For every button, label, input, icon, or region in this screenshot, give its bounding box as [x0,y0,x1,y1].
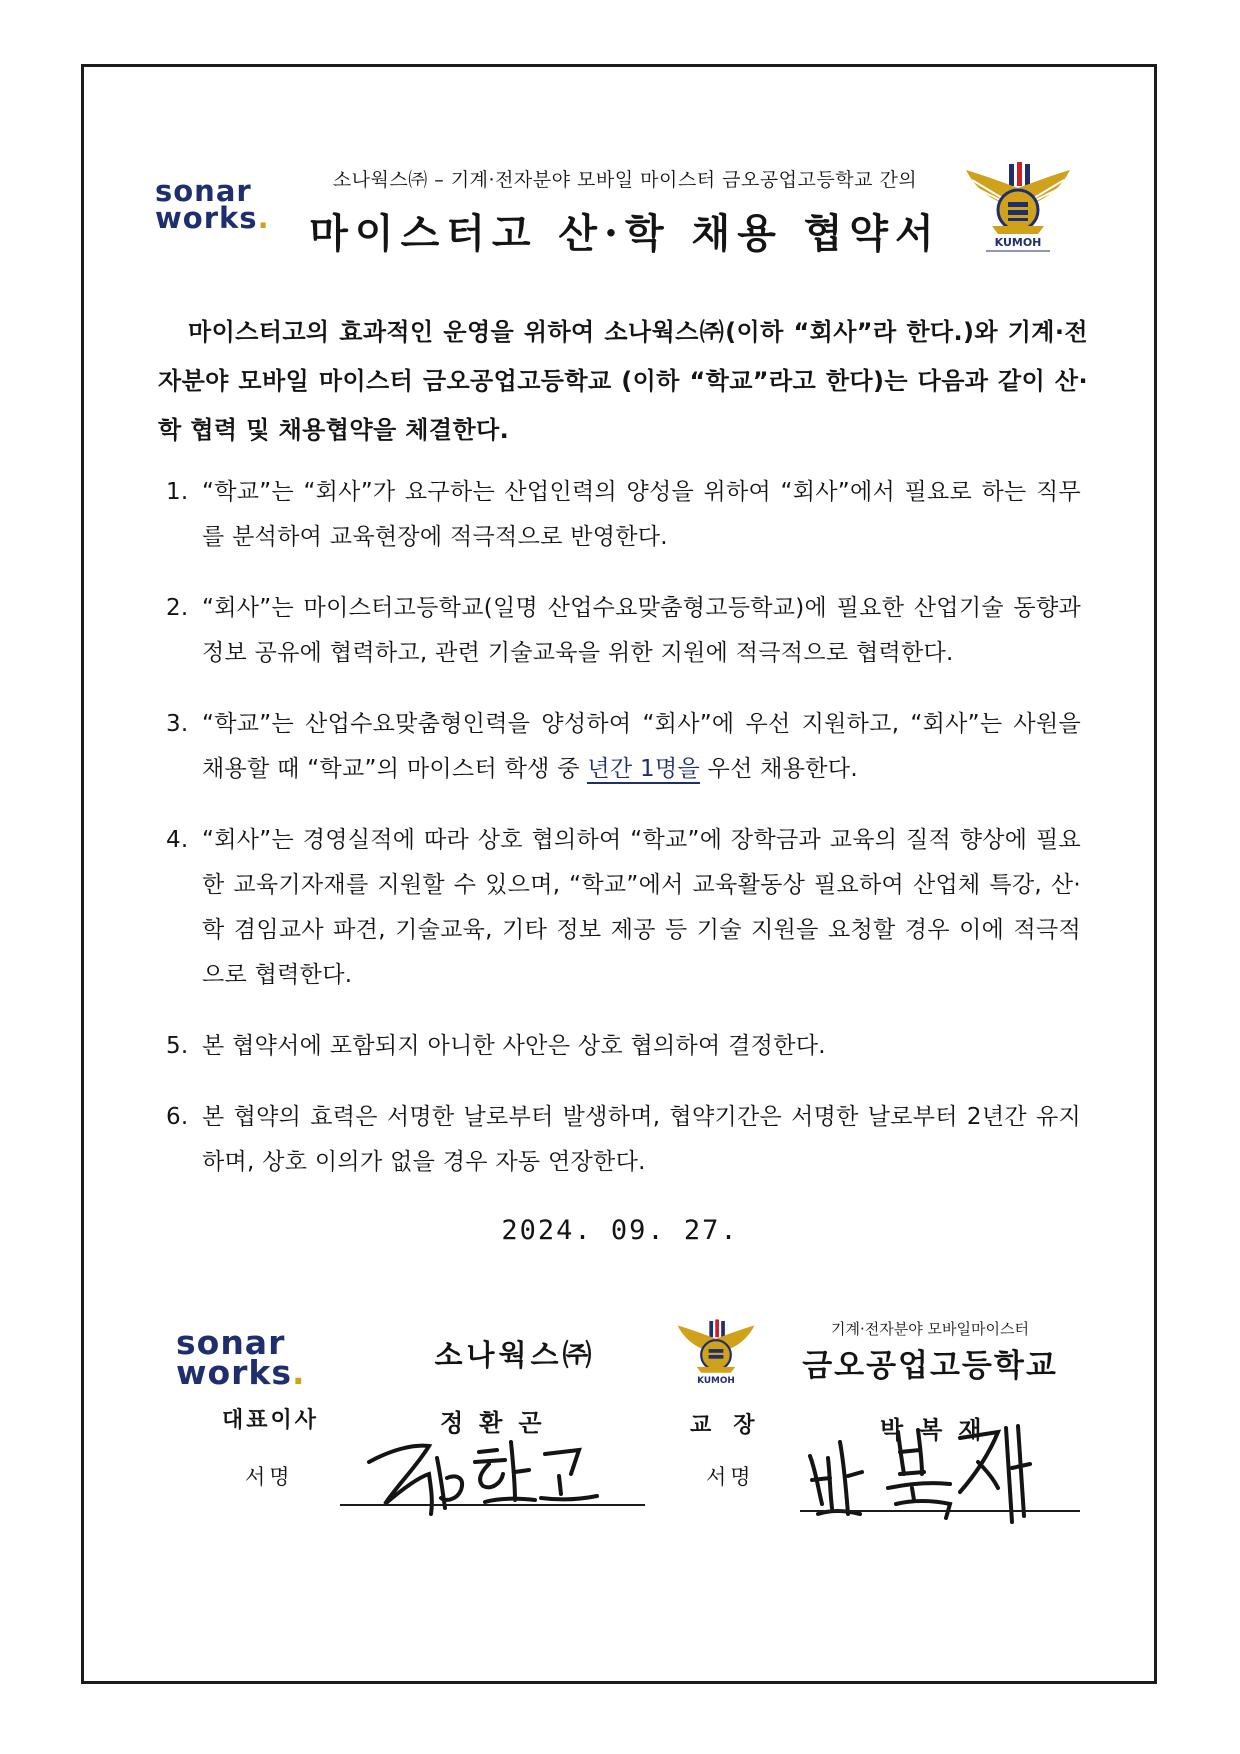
ceo-sign-label: 서명 [245,1465,294,1489]
principal-signature-line [800,1510,1080,1512]
ceo-signature [365,1428,605,1520]
agreement-date: 2024. 09. 27. [501,1215,739,1246]
sonarworks-logo: sonar works. [176,1323,306,1393]
svg-text:KUMOH: KUMOH [697,1376,735,1387]
sonarworks-logo: sonar works. [155,174,270,235]
principal-title: 교장 [690,1413,777,1438]
document-title: 마이스터고 산·학 채용 협약서 [309,210,941,257]
school-name: 금오공업고등학교 [802,1348,1058,1384]
clause-item: 1. “학교”는 “회사”가 요구하는 산업인력의 양성을 위하여 “회사”에서 필요로 하는 직무를 분석하여 교육현장에 적극적으로 반영한다. [166,479,1081,550]
ceo-title: 대표이사 [222,1408,320,1433]
clause-item: 6. 본 협약의 효력은 서명한 날로부터 발생하며, 협약기간은 서명한 날로부터 2년간 유지하며, 상호 이의가 없을 경우 자동 연장한다. [166,1104,1081,1175]
clause-item: 5. 본 협약서에 포함되지 아니한 사안은 상호 협의하여 결정한다. [166,1033,826,1059]
clause-item: 4. “회사”는 경영실적에 따라 상호 협의하여 “학교”에 장학금과 교육의 질적 향상에 필요한 교육기자재를 지원할 수 있으며, “학교”에서 교육활동상 필요하여 산업체 특강, 산·학 겸임교사 파견, 기술교육, 기타 정보 제공 등 기술 지원을 요청할 경우 이에 적극적으로 협력한다. [166,827,1081,988]
kumoh-emblem [962,160,1074,260]
company-name: 소나웍스㈜ [434,1338,596,1372]
school-subtitle: 기계·전자분야 모바일마이스터 [831,1320,1029,1338]
clause-list [166,470,1081,1211]
document-subtitle: 소나웍스㈜ – 기계·전자분야 모바일 마이스터 금오공업고등학교 간의 [332,169,918,191]
intro-paragraph: 마이스터고의 효과적인 운영을 위하여 소나웍스㈜(이하 “회사”라 한다.)와 기계·전자분야 모바일 마이스터 금오공업고등학교 (이하 “학교”라고 한다)는 다음과 같이 산·학 협력 및 채용협약을 체결한다. [158,318,1088,444]
principal-sign-label: 서명 [706,1465,755,1489]
kumoh-emblem [674,1318,758,1392]
ceo-signature-line [340,1504,645,1506]
underlined-term: 년간 1명을 [587,756,700,782]
svg-text:KUMOH: KUMOH [994,236,1042,249]
clause-item: 2. “회사”는 마이스터고등학교(일명 산업수요맞춤형고등학교)에 필요한 산업기술 동향과 정보 공유에 협력하고, 관련 기술교육을 위한 지원에 적극적으로 협력한다. [166,595,1081,666]
ceo-name: 정환곤 [440,1409,558,1437]
clause-item: 3. “학교”는 산업수요맞춤형인력을 양성하여 “회사”에 우선 지원하고, “회사”는 사원을 채용할 때 “학교”의 마이스터 학생 중 년간 1명을 우선 채용한다. [166,711,1081,782]
principal-name: 박복재 [880,1416,998,1444]
